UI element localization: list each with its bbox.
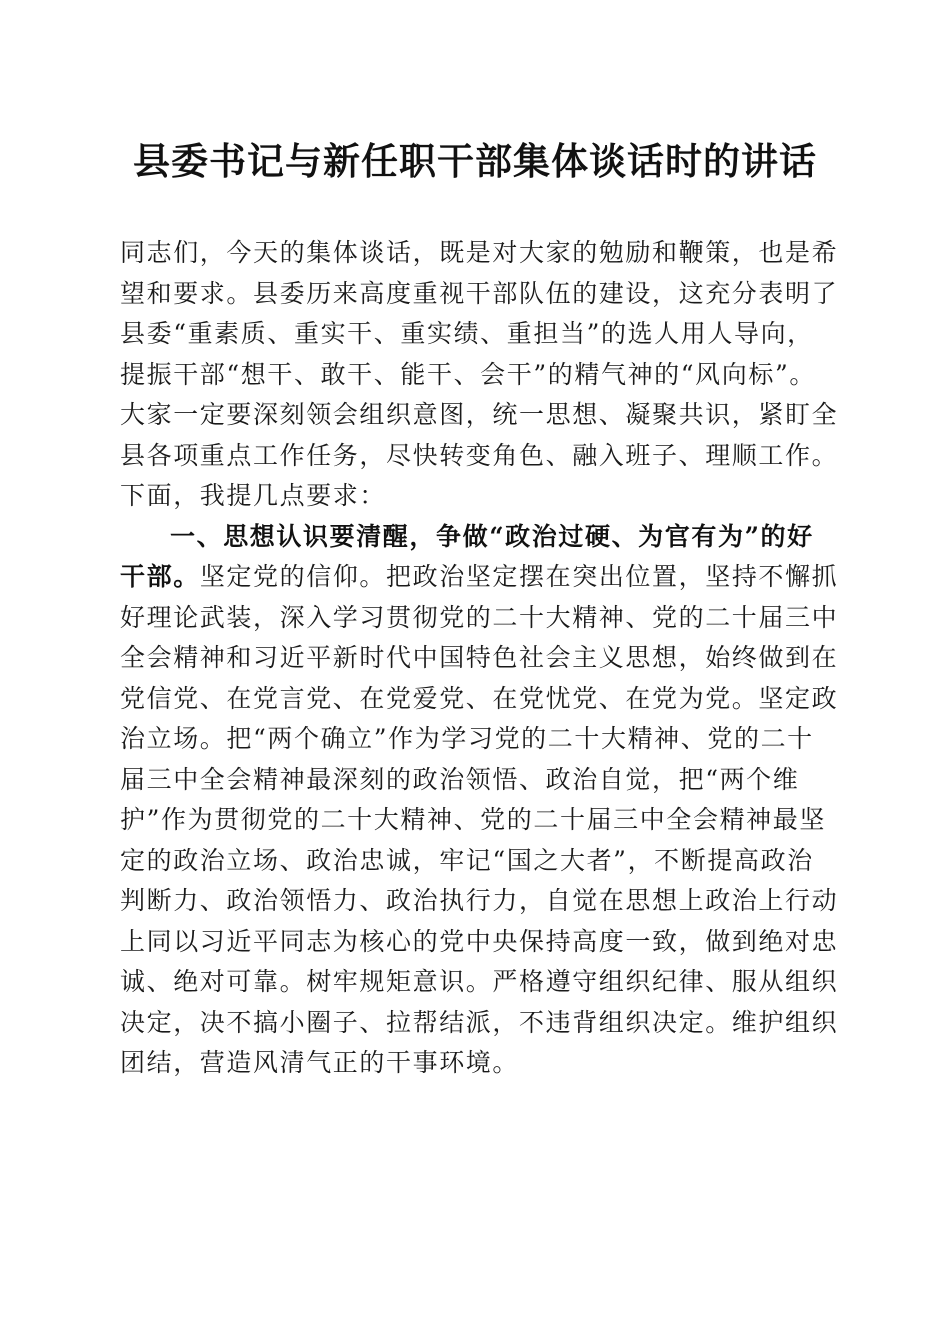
paragraph-line: 大家一定要深刻领会组织意图，统一思想、凝聚共识，紧盯全 [120,400,839,429]
section-line: 团结，营造风清气正的干事环境。 [120,1048,520,1077]
paragraph-line: 下面，我提几点要求： [120,481,387,510]
section-line: 届三中全会精神最深刻的政治领悟、政治自觉，把“两个维 [120,764,800,794]
section-line: 护”作为贯彻党的二十大精神、党的二十届三中全会精神最坚 [120,805,826,834]
section-heading: 一、思想认识要清醒，争做“政治过硬、为官有为”的好 [170,521,814,551]
section-line: 决定，决不搞小圈子、拉帮结派，不违背组织决定。维护组织 [120,1007,839,1037]
document-title: 县委书记与新任职干部集体谈话时的讲话 [133,139,817,183]
section-line [120,557,845,598]
section-heading-end: 干部。 [120,562,200,591]
section-line: 治立场。把“两个确立”作为学习党的二十大精神、党的二十 [120,724,814,753]
paragraph-line: 同志们，今天的集体谈话，既是对大家的勉励和鞭策，也是希 [120,238,839,267]
section-line: 诚、绝对可靠。树牢规矩意识。严格遵守组织纪律、服从组织 [120,967,839,996]
paragraph-line: 望和要求。县委历来高度重视干部队伍的建设，这充分表明了 [120,278,839,308]
section-line: 好理论武装，深入学习贯彻党的二十大精神、党的二十届三中 [120,602,839,632]
section-line-text: 坚定党的信仰。把政治坚定摆在突出位置，坚持不懈抓 [199,562,839,591]
section-line: 上同以习近平同志为核心的党中央保持高度一致，做到绝对忠 [120,926,839,956]
paragraph-line: 县各项重点工作任务，尽快转变角色、融入班子、理顺工作。 [120,440,839,470]
paragraph-line: 提振干部“想干、敢干、能干、会干”的精气神的“风向标”。 [120,359,816,389]
section-line: 定的政治立场、政治忠诚，牢记“国之大者”，不断提高政治 [120,845,814,875]
section-line: 全会精神和习近平新时代中国特色社会主义思想，始终做到在 [120,643,839,672]
paragraph-line: 县委“重素质、重实干、重实绩、重担当”的选人用人导向， [120,319,814,348]
section-line: 党信党、在党言党、在党爱党、在党忧党、在党为党。坚定政 [120,683,839,713]
section-line: 判断力、政治领悟力、政治执行力，自觉在思想上政治上行动 [120,886,839,915]
document-body [120,233,845,1084]
